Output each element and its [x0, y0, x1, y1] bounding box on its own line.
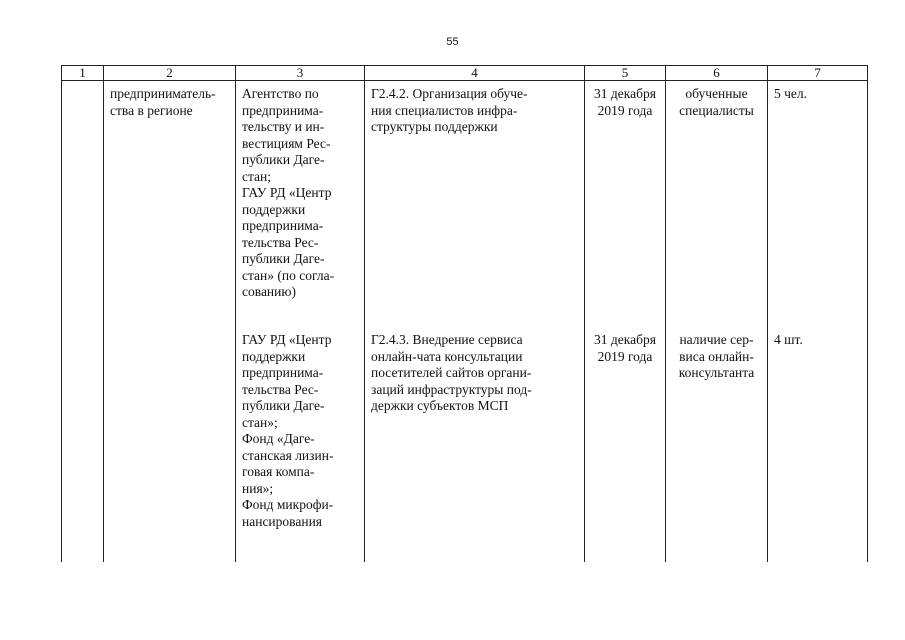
column-number-5: 5 — [585, 66, 666, 81]
cell-activity-area — [104, 324, 236, 562]
column-number-7: 7 — [768, 66, 868, 81]
page-number: 55 — [446, 36, 459, 48]
cell-indicator: обученные специалисты — [666, 81, 768, 325]
cell-measure: Г2.4.3. Внедрение сервиса онлайн-чата консультации посетителей сайтов органи- заций инфраструктуры под- держки субъектов МСП — [365, 324, 585, 562]
cell-value: 4 шт. — [768, 324, 868, 562]
column-number-row — [62, 66, 868, 81]
cell-indicator: наличие сер- виса онлайн- консультанта — [666, 324, 768, 562]
column-number-4: 4 — [365, 66, 585, 81]
cell-measure: Г2.4.2. Организация обуче- ния специалистов инфра- структуры поддержки — [365, 81, 585, 325]
column-number-1: 1 — [62, 66, 104, 81]
cell-responsible: ГАУ РД «Центр поддержки предпринима- тельства Рес- публики Даге- стан»; Фонд «Даге- станская лизин- говая компа- ния»; Фонд микрофи- нансирования — [236, 324, 365, 562]
cell-activity-area: предприниматель- ства в регионе — [104, 81, 236, 325]
cell-number — [62, 81, 104, 325]
measures-table — [61, 65, 868, 562]
table-row — [62, 324, 868, 562]
cell-deadline: 31 декабря 2019 года — [585, 81, 666, 325]
column-number-3: 3 — [236, 66, 365, 81]
cell-value: 5 чел. — [768, 81, 868, 325]
cell-number — [62, 324, 104, 562]
column-number-2: 2 — [104, 66, 236, 81]
cell-responsible: Агентство по предпринима- тельству и ин- вестициям Рес- публики Даге- стан; ГАУ РД «Центр поддержки предпринима- тельства Рес- публики Даге- стан» (по согла- сованию) — [236, 81, 365, 325]
column-number-6: 6 — [666, 66, 768, 81]
table-row — [62, 81, 868, 325]
cell-deadline: 31 декабря 2019 года — [585, 324, 666, 562]
